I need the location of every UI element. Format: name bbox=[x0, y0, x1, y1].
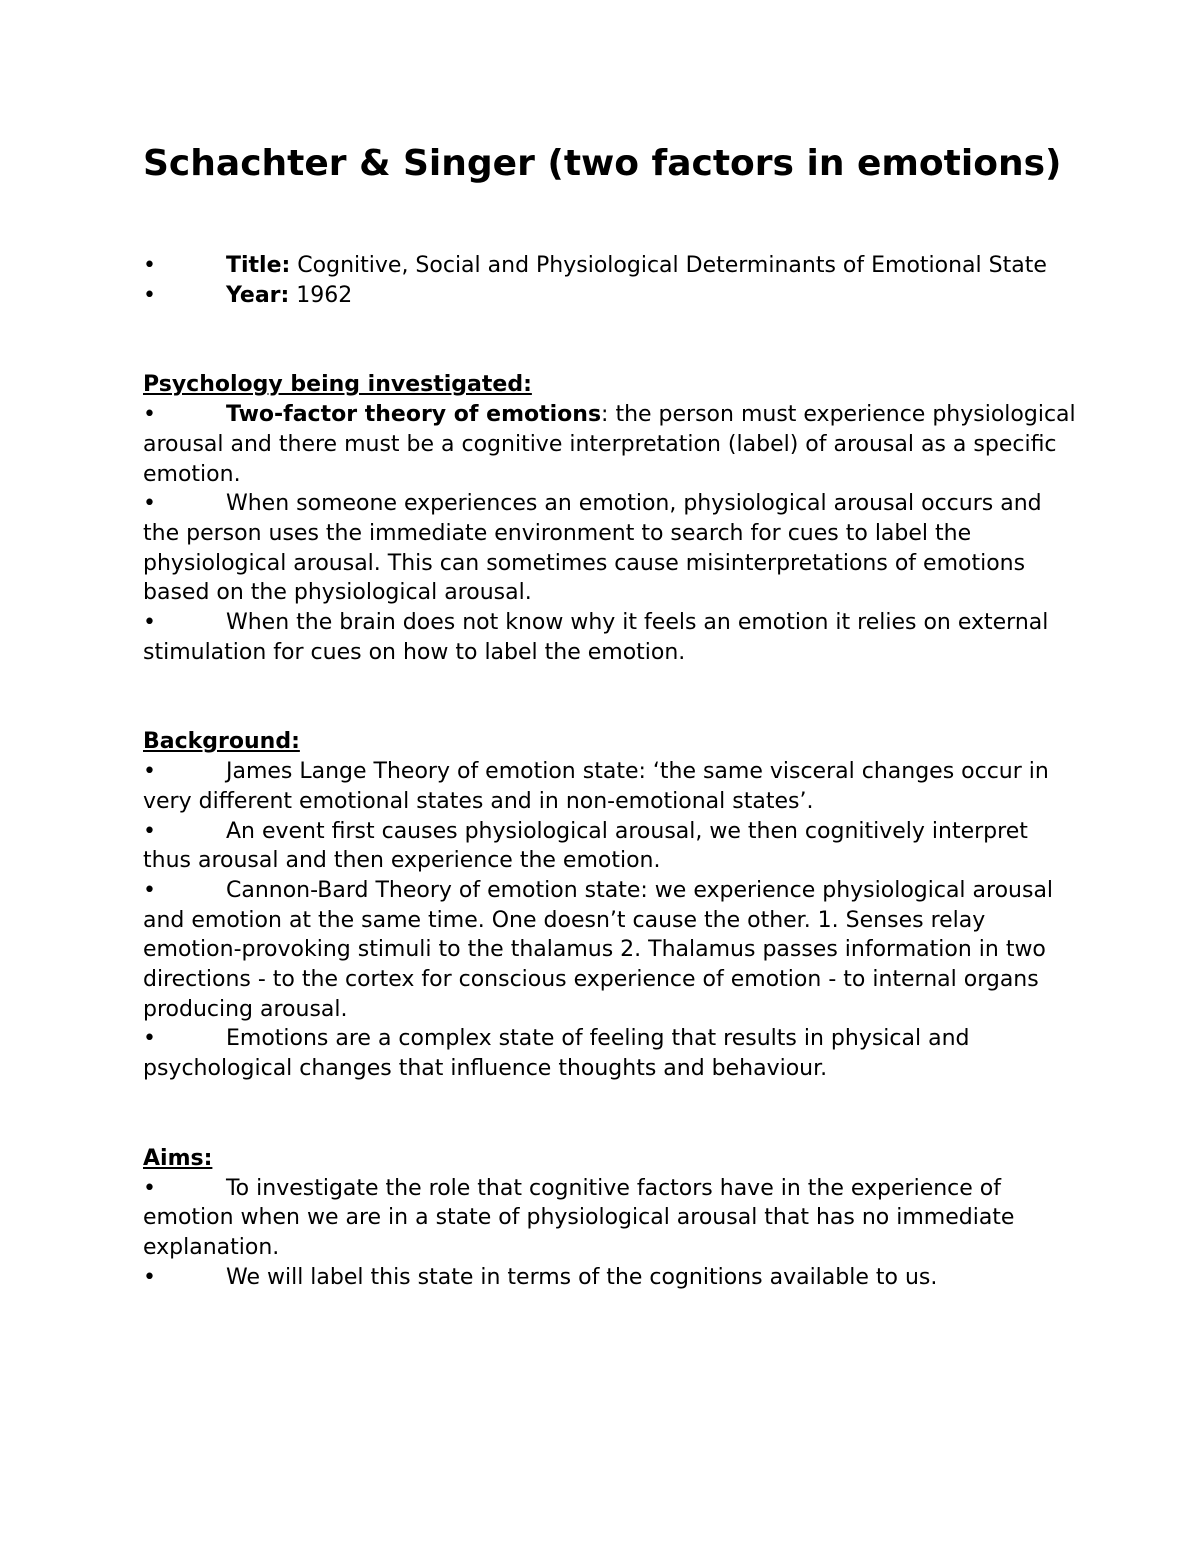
psychology-item-text: When someone experiences an emotion, physiological arousal occurs and the person uses the immediate environment to search for cues to label the physiological arousal. This can sometimes cause misinterpretations of emotions based on the physiological arousal. bbox=[143, 491, 1042, 606]
bullet: • bbox=[143, 491, 156, 517]
background-item-text: James Lange Theory of emotion state: ‘the same visceral changes occur in very different emotional states and in non-emotional states’. bbox=[143, 759, 1049, 814]
bullet: • bbox=[143, 282, 156, 308]
psychology-item-text: : the person must experience physiological arousal and there must be a cognitive interpretation (label) of arousal as a specific emotion. bbox=[143, 402, 1076, 487]
bullet: • bbox=[143, 402, 156, 428]
aims-item bbox=[143, 1263, 1078, 1293]
bullet: • bbox=[143, 1026, 156, 1052]
bullet: • bbox=[143, 877, 156, 903]
bullet: • bbox=[143, 253, 156, 278]
document-title: Schachter & Singer (two factors in emotions) bbox=[143, 143, 1062, 184]
background-item bbox=[143, 876, 1078, 1025]
aims-item-text: To investigate the role that cognitive factors have in the experience of emotion when we are in a state of physiological arousal that has no immediate explanation. bbox=[143, 1175, 1015, 1260]
psychology-item-bold: Two-factor theory of emotions bbox=[225, 402, 602, 428]
bullet: • bbox=[143, 818, 156, 844]
psychology-item bbox=[143, 489, 1078, 608]
psychology-heading: Psychology being investigated: bbox=[143, 372, 532, 398]
document-content bbox=[143, 140, 1078, 1292]
background-item-text: Cannon-Bard Theory of emotion state: we experience physiological arousal and emotion at the same time. One doesn’t cause the other. 1. Senses relay emotion-provoking stimuli to the thalamus 2. Thalamus passes information in two directions - to the cortex for conscious experience of emotion - to internal organs producing arousal. bbox=[143, 877, 1054, 1022]
psychology-item bbox=[143, 608, 1078, 667]
aims-item bbox=[143, 1174, 1078, 1263]
meta-title-line bbox=[143, 251, 1078, 281]
background-heading: Background: bbox=[143, 729, 300, 755]
meta-title-value: Cognitive, Social and Physiological Determinants of Emotional State bbox=[290, 253, 1047, 278]
psychology-item-text: When the brain does not know why it feels an emotion it relies on external stimulation for cues on how to label the emotion. bbox=[143, 610, 1049, 665]
bullet: • bbox=[143, 1175, 156, 1201]
background-item bbox=[143, 757, 1078, 816]
psychology-item bbox=[143, 400, 1078, 489]
meta-year-label: Year: bbox=[225, 282, 290, 308]
background-item-text: Emotions are a complex state of feeling that results in physical and psychological changes that influence thoughts and behaviour. bbox=[143, 1026, 970, 1082]
aims-item-text: We will label this state in terms of the cognitions available to us. bbox=[225, 1264, 938, 1290]
meta-title-label: Title: bbox=[225, 253, 291, 278]
meta-year-value: 1962 bbox=[289, 282, 353, 308]
meta-year-line bbox=[143, 281, 1078, 311]
background-item bbox=[143, 1024, 1078, 1083]
bullet: • bbox=[143, 610, 156, 636]
bullet: • bbox=[143, 1264, 156, 1290]
background-item-text: An event first causes physiological arousal, we then cognitively interpret thus arousal and then experience the emotion. bbox=[143, 818, 1028, 874]
aims-heading: Aims: bbox=[143, 1145, 213, 1171]
background-item bbox=[143, 817, 1078, 876]
bullet: • bbox=[143, 759, 156, 785]
